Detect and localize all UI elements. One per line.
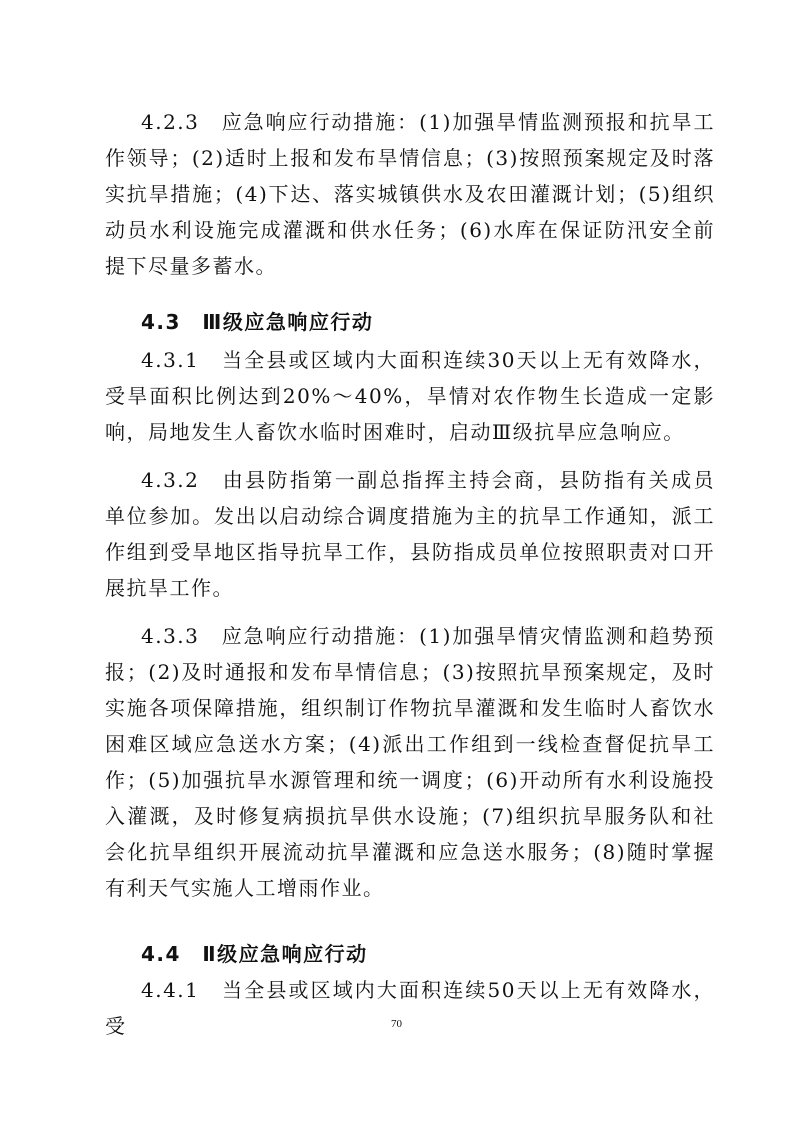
paragraph-4-3-1: 4.3.1 当全县或区域内大面积连续30天以上无有效降水，受旱面积比例达到20%～40%，旱情对农作物生长造成一定影响，局地发生人畜饮水临时困难时，启动Ⅲ级抗旱应急响应。 — [105, 348, 715, 444]
paragraph-4-4-1: 4.4.1 当全县或区域内大面积连续50天以上无有效降水，受 — [105, 978, 715, 1038]
paragraph-4-3-2: 4.3.2 由县防指第一副总指挥主持会商，县防指有关成员单位参加。发出以启动综合调度措施为主的抗旱工作通知，派工作组到受旱地区指导抗旱工作，县防指成员单位按照职责对口开展抗旱工作。 — [105, 468, 715, 600]
paragraph-4-2-3: 4.2.3 应急响应行动措施：(1)加强旱情监测预报和抗旱工作领导；(2)适时上报和发布旱情信息；(3)按照预案规定及时落实抗旱措施；(4)下达、落实城镇供水及农田灌溉计划；(5)组织动员水利设施完成灌溉和供水任务；(6)水库在保证防汛安全前提下尽量多蓄水。 — [105, 110, 715, 278]
section-heading-4-4: 4.4 Ⅱ级应急响应行动 — [141, 942, 368, 966]
page-number: 70 — [391, 1018, 402, 1030]
paragraph-4-3-3: 4.3.3 应急响应行动措施：(1)加强旱情灾情监测和趋势预报；(2)及时通报和发布旱情信息；(3)按照抗旱预案规定，及时实施各项保障措施，组织制订作物抗旱灌溉和发生临时人畜饮水困难区域应急送水方案；(4)派出工作组到一线检查督促抗旱工作；(5)加强抗旱水源管理和统一调度；(6)开动所有水利设施投入灌溉，及时修复病损抗旱供水设施；(7)组织抗旱服务队和社会化抗旱组织开展流动抗旱灌溉和应急送水服务；(8)随时掌握有利天气实施人工增雨作业。 — [105, 624, 715, 900]
section-heading-4-3: 4.3 Ⅲ级应急响应行动 — [141, 310, 374, 334]
